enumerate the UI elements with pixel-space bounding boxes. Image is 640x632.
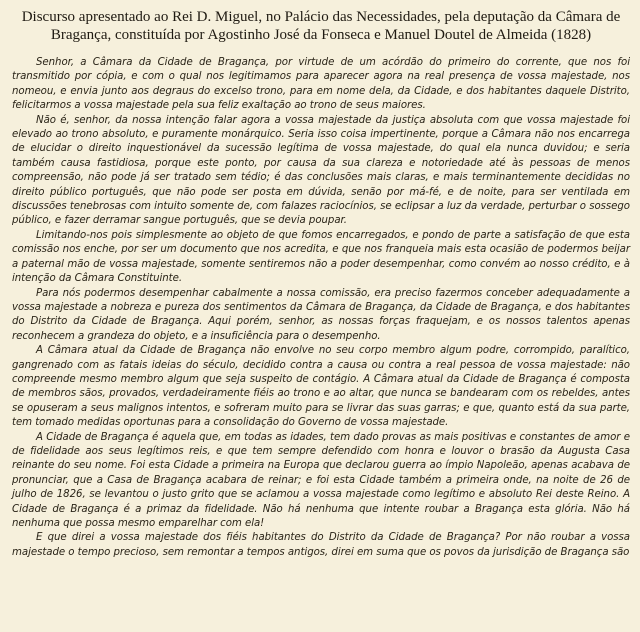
paragraph: E que direi a vossa majestade dos fiéis habitantes do Distrito da Cidade de Bragança? Por não roubar a vossa majestade o tempo precioso, sem remontar a tempos antigos, direi em suma que os povos da jurisdição de Bragança são xyxy=(12,532,630,558)
document-title: Discurso apresentado ao Rei D. Miguel, no Palácio das Necessidades, pela deputação da Câmara de Bragança, constituída por Agostinho José da Fonseca e Manuel Doutel de Almeida (1828) xyxy=(21,9,621,43)
paragraph: A Cidade de Bragança é aquela que, em todas as idades, tem dado provas as mais positivas e constantes de amor e de fidelidade aos seus legítimos reis, e que tem sempre defendido com honra e louvor o brasão da Augusta Casa reinante do seu nome. Foi esta Cidade a primeira na Europa que declarou guerra ao ímpio Napoleão, apenas acabava de pronunciar, que a Casa de Bragança acabara de reinar; e foi esta Cidade também a primeira onde, na noite de 26 de julho de 1826, se levantou o justo grito que se aclamou a vossa majestade como legítimo e absoluto Rei deste Reino. A Cidade de Bragança é a primaz da fidelidade. Não há nenhuma que intente roubar a Bragança esta glória. Não há nenhuma que possa mesmo emparelhar com ela! xyxy=(12,431,630,529)
document-body xyxy=(12,56,630,560)
paragraph: Não é, senhor, da nossa intenção falar agora a vossa majestade da justiça absoluta com que vossa majestade foi elevado ao trono absoluto, e puramente monárquico. Seria isso coisa impertinente, porque a Câmara não nos encarrega de elucidar o direito inquestionável da sucessão legítima de vossa majestade, do qual ela nunca duvidou; e seria também causa fastidiosa, porque este ponto, por causa da sua clareza e notoriedade até às pessoas de menos compreensão, não pode já ser tratado sem tédio; é das conclusões mais claras, e mais terminantemente decididas no direito público português, que não pode ser posta em dúvida, senão por má-fé, e de noite, para ser ventilada em discussões tenebrosas com intuito somente de, com falazes raciocínios, se eclipsar a luz da verdade, perturbar o sossego público, e fazer derramar sangue português, que se devia poupar. xyxy=(12,114,630,227)
paragraph: Senhor, a Câmara da Cidade de Bragança, por virtude de um acórdão do primeiro do corrente, que nos foi transmitido por cópia, e com o qual nos legitimamos para aparecer agora na real presença de vossa majestade, nos nomeou, e envia junto aos degraus do excelso trono, para em nome dela, da Cidade, e dos habitantes daquele Distrito, felicitarmos a vossa majestade pela sua feliz exaltação ao trono de seus maiores. xyxy=(12,57,630,112)
paragraph: Limitando-nos pois simplesmente ao objeto de que fomos encarregados, e pondo de parte a satisfação de que esta comissão nos enche, por ser um documento que nos acredita, e que nos franqueia mais esta ocasião de podermos beijar a paternal mão de vossa majestade, somente sentiremos não a poder desempenhar, como convém ao nosso crédito, e à intenção da Câmara Constituinte. xyxy=(12,229,630,285)
paragraph: Para nós podermos desempenhar cabalmente a nossa comissão, era preciso fazermos conceber adequadamente a vossa majestade a nobreza e pureza dos sentimentos da Câmara de Bragança, da Cidade de Bragança, e dos habitantes do Distrito da Cidade de Bragança. Aqui porém, senhor, as nossas forças fraquejam, e os nossos talentos apenas reconhecem a grandeza do objeto, e a insuficiência para o desempenho. xyxy=(12,287,630,342)
paragraph: A Câmara atual da Cidade de Bragança não envolve no seu corpo membro algum podre, corrompido, paralítico, gangrenado com as fatais ideias do século, decidido contra a causa ou contra a real pessoa de vossa majestade: não compreende mesmo membro algum que seja suspeito de contágio. A Câmara atual da Cidade de Bragança é composta de membros sãos, provados, verdadeiramente fiéis ao trono e ao altar, que nunca se bandearam com os rebeldes, antes se opuseram a seus malignos intentos, e sofreram muito para se livrar das suas garras; e que, quanto está da sua parte, tem tomado medidas oportunas para a consolidação do Governo de vossa majestade. xyxy=(12,345,630,429)
